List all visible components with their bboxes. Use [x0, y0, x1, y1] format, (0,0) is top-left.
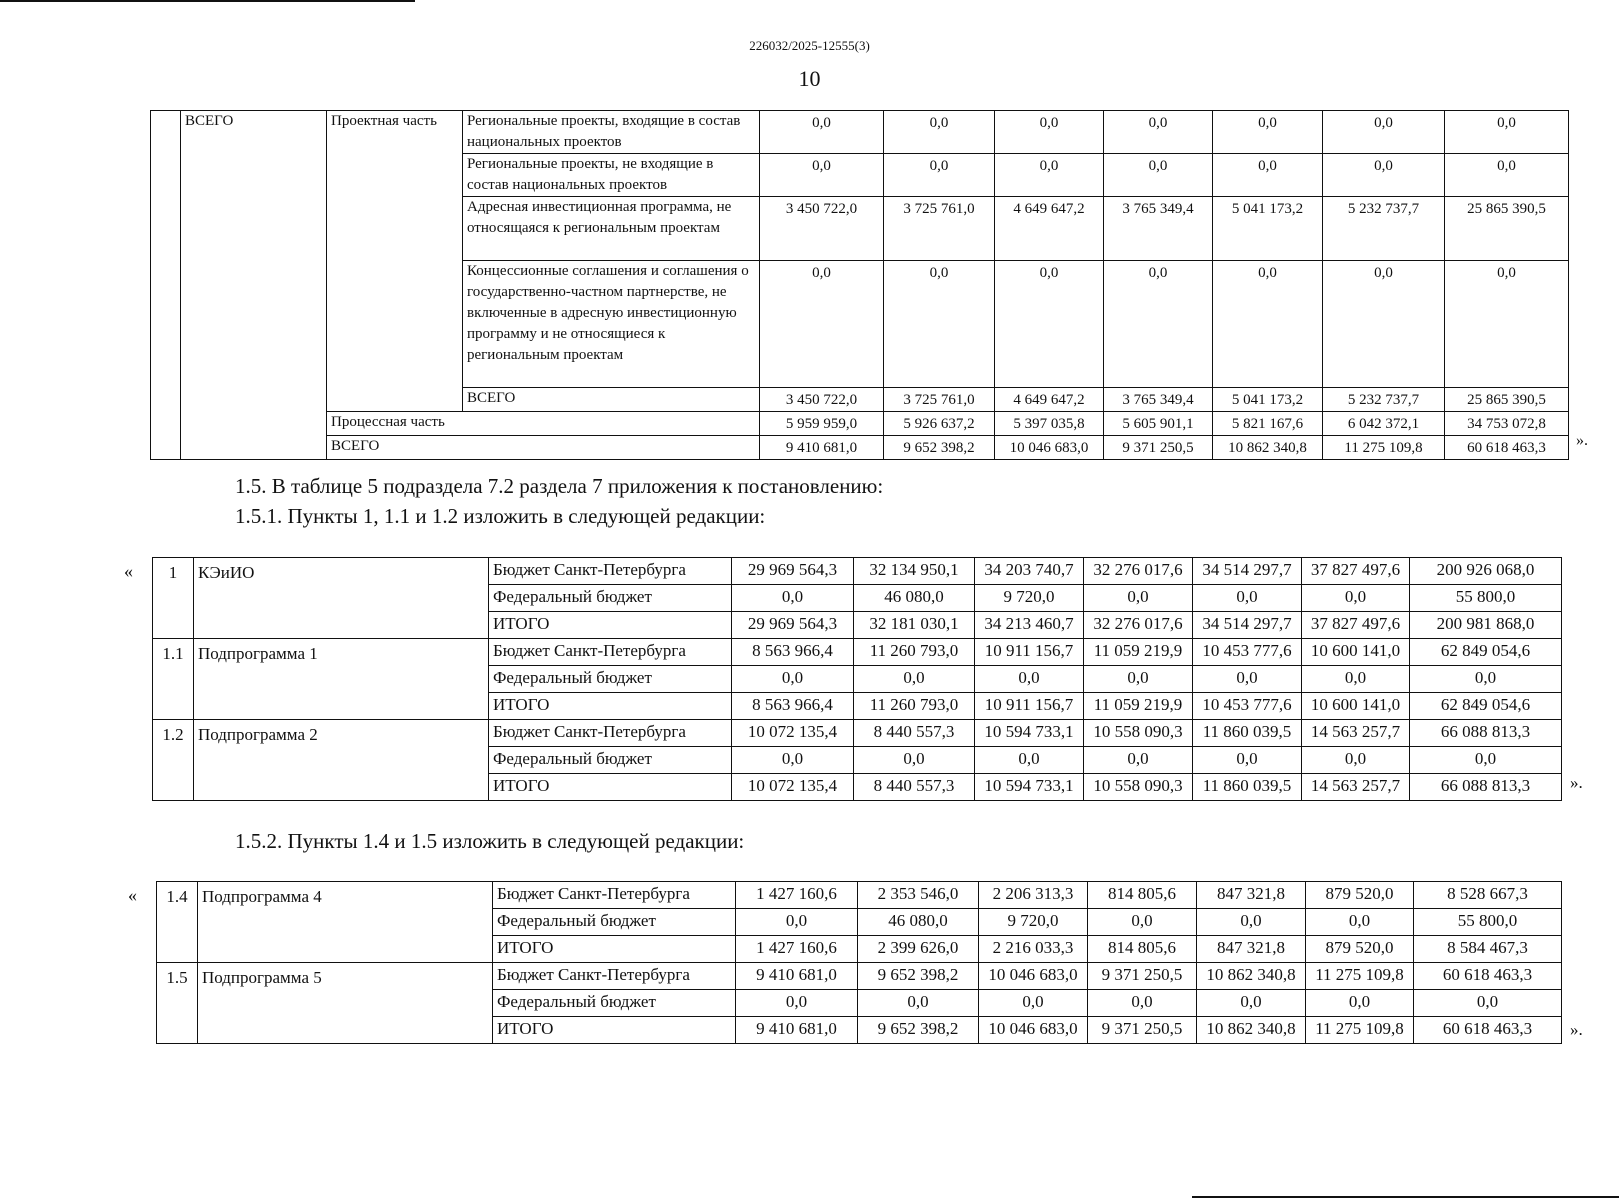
value-cell: 5 926 637,2	[884, 412, 995, 436]
closing-quote: ».	[1570, 1020, 1583, 1039]
opening-quote: «	[124, 561, 133, 581]
value-cell: 0,0	[736, 909, 858, 936]
value-cell: 10 594 733,1	[975, 720, 1084, 747]
value-cell: 847 321,8	[1197, 936, 1306, 963]
value-cell: 847 321,8	[1197, 882, 1306, 909]
value-cell: 10 072 135,4	[732, 774, 854, 801]
table-row	[153, 639, 1562, 666]
value-cell: 62 849 054,6	[1410, 639, 1562, 666]
value-cell: 3 450 722,0	[760, 197, 884, 261]
value-cell: 34 753 072,8	[1445, 412, 1569, 436]
value-cell: 879 520,0	[1306, 936, 1414, 963]
table-row	[157, 882, 1562, 909]
value-cell: 10 862 340,8	[1197, 1017, 1306, 1044]
row-index: 1.5	[157, 963, 198, 1044]
value-cell: 0,0	[1104, 111, 1213, 154]
value-cell: 0,0	[1084, 666, 1193, 693]
value-cell: 9 652 398,2	[884, 436, 995, 460]
value-cell: 5 041 173,2	[1213, 388, 1323, 412]
value-cell: 9 652 398,2	[858, 1017, 979, 1044]
value-cell: 0,0	[1414, 990, 1562, 1017]
row-name: КЭиИО	[194, 558, 489, 639]
source-label: Бюджет Санкт-Петербурга	[489, 720, 732, 747]
value-cell: 0,0	[732, 747, 854, 774]
value-cell: 0,0	[1213, 261, 1323, 388]
value-cell: 46 080,0	[858, 909, 979, 936]
project-part-cell: Проектная часть	[327, 111, 463, 412]
value-cell: 0,0	[975, 747, 1084, 774]
value-cell: 0,0	[858, 990, 979, 1017]
value-cell: 0,0	[1302, 666, 1410, 693]
value-cell: 10 558 090,3	[1084, 720, 1193, 747]
source-label: ИТОГО	[489, 612, 732, 639]
value-cell: 10 046 683,0	[995, 436, 1104, 460]
value-cell: 0,0	[884, 154, 995, 197]
value-cell: 29 969 564,3	[732, 558, 854, 585]
value-cell: 25 865 390,5	[1445, 197, 1569, 261]
value-cell: 0,0	[1302, 747, 1410, 774]
row-label: Концессионные соглашения и соглашения о государственно-частном партнерстве, не включенные в адресную инвестиционную программу и не относящиеся к региональным проектам	[463, 261, 760, 388]
value-cell: 0,0	[732, 666, 854, 693]
value-cell: 3 725 761,0	[884, 388, 995, 412]
value-cell: 0,0	[1084, 585, 1193, 612]
value-cell: 5 232 737,7	[1323, 197, 1445, 261]
table-bottom	[156, 881, 1562, 1044]
value-cell: 66 088 813,3	[1410, 774, 1562, 801]
source-label: Бюджет Санкт-Петербурга	[493, 963, 736, 990]
value-cell: 9 371 250,5	[1088, 963, 1197, 990]
table-top	[150, 110, 1569, 460]
page-number: 10	[798, 66, 821, 91]
value-cell: 0,0	[854, 666, 975, 693]
row-index: 1.4	[157, 882, 198, 963]
value-cell: 9 410 681,0	[736, 1017, 858, 1044]
value-cell: 25 865 390,5	[1445, 388, 1569, 412]
source-label: Бюджет Санкт-Петербурга	[489, 558, 732, 585]
value-cell: 11 275 109,8	[1323, 436, 1445, 460]
document-code: 226032/2025-12555(3)	[749, 38, 870, 53]
value-cell: 10 046 683,0	[979, 963, 1088, 990]
value-cell: 8 440 557,3	[854, 720, 975, 747]
source-label: Федеральный бюджет	[493, 909, 736, 936]
value-cell: 34 514 297,7	[1193, 558, 1302, 585]
value-cell: 4 649 647,2	[995, 388, 1104, 412]
value-cell: 14 563 257,7	[1302, 774, 1410, 801]
value-cell: 8 528 667,3	[1414, 882, 1562, 909]
value-cell: 1 427 160,6	[736, 936, 858, 963]
value-cell: 10 911 156,7	[975, 639, 1084, 666]
value-cell: 0,0	[1445, 154, 1569, 197]
value-cell: 9 720,0	[979, 909, 1088, 936]
value-cell: 3 765 349,4	[1104, 197, 1213, 261]
row-label: Процессная часть	[327, 412, 760, 436]
value-cell: 3 725 761,0	[884, 197, 995, 261]
value-cell: 0,0	[1302, 585, 1410, 612]
value-cell: 879 520,0	[1306, 882, 1414, 909]
value-cell: 8 584 467,3	[1414, 936, 1562, 963]
value-cell: 10 453 777,6	[1193, 693, 1302, 720]
value-cell: 0,0	[732, 585, 854, 612]
source-label: ИТОГО	[493, 1017, 736, 1044]
value-cell: 9 371 250,5	[1088, 1017, 1197, 1044]
source-label: ИТОГО	[489, 693, 732, 720]
value-cell: 0,0	[1193, 666, 1302, 693]
closing-quote: ».	[1570, 773, 1583, 792]
value-cell: 8 563 966,4	[732, 639, 854, 666]
row-index: 1	[153, 558, 194, 639]
value-cell: 814 805,6	[1088, 936, 1197, 963]
value-cell: 0,0	[1197, 909, 1306, 936]
table-row	[157, 963, 1562, 990]
total-label-cell: ВСЕГО	[181, 111, 327, 460]
value-cell: 0,0	[884, 261, 995, 388]
value-cell: 62 849 054,6	[1410, 693, 1562, 720]
source-label: Бюджет Санкт-Петербурга	[489, 639, 732, 666]
value-cell: 55 800,0	[1414, 909, 1562, 936]
source-label: ИТОГО	[489, 774, 732, 801]
value-cell: 10 594 733,1	[975, 774, 1084, 801]
value-cell: 10 862 340,8	[1197, 963, 1306, 990]
value-cell: 11 059 219,9	[1084, 693, 1193, 720]
value-cell: 34 203 740,7	[975, 558, 1084, 585]
value-cell: 9 720,0	[975, 585, 1084, 612]
row-label: ВСЕГО	[463, 388, 760, 412]
value-cell: 0,0	[1193, 747, 1302, 774]
value-cell: 9 410 681,0	[760, 436, 884, 460]
value-cell: 0,0	[1410, 666, 1562, 693]
value-cell: 0,0	[995, 111, 1104, 154]
value-cell: 0,0	[1323, 154, 1445, 197]
value-cell: 0,0	[1445, 261, 1569, 388]
value-cell: 0,0	[1410, 747, 1562, 774]
source-label: ИТОГО	[493, 936, 736, 963]
source-label: Бюджет Санкт-Петербурга	[493, 882, 736, 909]
value-cell: 0,0	[1306, 990, 1414, 1017]
value-cell: 200 926 068,0	[1410, 558, 1562, 585]
value-cell: 5 041 173,2	[1213, 197, 1323, 261]
value-cell: 0,0	[1323, 261, 1445, 388]
value-cell: 37 827 497,6	[1302, 612, 1410, 639]
value-cell: 37 827 497,6	[1302, 558, 1410, 585]
value-cell: 6 042 372,1	[1323, 412, 1445, 436]
table-row	[151, 436, 1569, 460]
value-cell: 0,0	[1088, 909, 1197, 936]
row-name: Подпрограмма 4	[198, 882, 493, 963]
value-cell: 5 232 737,7	[1323, 388, 1445, 412]
row-label: Региональные проекты, входящие в состав национальных проектов	[463, 111, 760, 154]
value-cell: 10 072 135,4	[732, 720, 854, 747]
table-row	[153, 720, 1562, 747]
row-label: ВСЕГО	[327, 436, 760, 460]
source-label: Федеральный бюджет	[489, 747, 732, 774]
value-cell: 5 821 167,6	[1213, 412, 1323, 436]
row-name: Подпрограмма 1	[194, 639, 489, 720]
value-cell: 66 088 813,3	[1410, 720, 1562, 747]
value-cell: 8 563 966,4	[732, 693, 854, 720]
value-cell: 1 427 160,6	[736, 882, 858, 909]
value-cell: 5 397 035,8	[995, 412, 1104, 436]
value-cell: 0,0	[1197, 990, 1306, 1017]
source-label: Федеральный бюджет	[493, 990, 736, 1017]
value-cell: 4 649 647,2	[995, 197, 1104, 261]
scan-edge-bottom	[1192, 1196, 1619, 1198]
value-cell: 60 618 463,3	[1414, 963, 1562, 990]
scan-edge-top	[0, 0, 415, 2]
blank-cell	[151, 111, 181, 460]
value-cell: 11 260 793,0	[854, 693, 975, 720]
value-cell: 0,0	[884, 111, 995, 154]
value-cell: 3 765 349,4	[1104, 388, 1213, 412]
row-index: 1.1	[153, 639, 194, 720]
value-cell: 0,0	[995, 261, 1104, 388]
value-cell: 32 181 030,1	[854, 612, 975, 639]
value-cell: 814 805,6	[1088, 882, 1197, 909]
value-cell: 2 206 313,3	[979, 882, 1088, 909]
value-cell: 11 860 039,5	[1193, 720, 1302, 747]
value-cell: 2 353 546,0	[858, 882, 979, 909]
table-row	[153, 558, 1562, 585]
value-cell: 0,0	[760, 111, 884, 154]
value-cell: 11 275 109,8	[1306, 963, 1414, 990]
value-cell: 8 440 557,3	[854, 774, 975, 801]
value-cell: 32 276 017,6	[1084, 612, 1193, 639]
value-cell: 0,0	[1445, 111, 1569, 154]
value-cell: 46 080,0	[854, 585, 975, 612]
source-label: Федеральный бюджет	[489, 666, 732, 693]
section-subheading: 1.5.1. Пункты 1, 1.1 и 1.2 изложить в следующей редакции:	[235, 504, 766, 528]
value-cell: 5 605 901,1	[1104, 412, 1213, 436]
value-cell: 0,0	[1193, 585, 1302, 612]
value-cell: 3 450 722,0	[760, 388, 884, 412]
value-cell: 60 618 463,3	[1414, 1017, 1562, 1044]
section-heading: 1.5. В таблице 5 подраздела 7.2 раздела 7 приложения к постановлению:	[235, 474, 884, 498]
value-cell: 9 652 398,2	[858, 963, 979, 990]
value-cell: 0,0	[1323, 111, 1445, 154]
value-cell: 10 046 683,0	[979, 1017, 1088, 1044]
value-cell: 0,0	[1084, 747, 1193, 774]
value-cell: 29 969 564,3	[732, 612, 854, 639]
source-label: Федеральный бюджет	[489, 585, 732, 612]
closing-quote: ».	[1576, 432, 1588, 449]
value-cell: 32 134 950,1	[854, 558, 975, 585]
value-cell: 10 558 090,3	[1084, 774, 1193, 801]
row-label: Региональные проекты, не входящие в состав национальных проектов	[463, 154, 760, 197]
value-cell: 0,0	[995, 154, 1104, 197]
value-cell: 11 059 219,9	[1084, 639, 1193, 666]
section-heading: 1.5.2. Пункты 1.4 и 1.5 изложить в следующей редакции:	[235, 829, 745, 853]
value-cell: 0,0	[1104, 261, 1213, 388]
value-cell: 9 410 681,0	[736, 963, 858, 990]
value-cell: 0,0	[1104, 154, 1213, 197]
value-cell: 10 911 156,7	[975, 693, 1084, 720]
value-cell: 10 862 340,8	[1213, 436, 1323, 460]
value-cell: 34 514 297,7	[1193, 612, 1302, 639]
value-cell: 0,0	[736, 990, 858, 1017]
value-cell: 10 600 141,0	[1302, 639, 1410, 666]
value-cell: 0,0	[854, 747, 975, 774]
value-cell: 0,0	[979, 990, 1088, 1017]
value-cell: 11 275 109,8	[1306, 1017, 1414, 1044]
value-cell: 0,0	[1088, 990, 1197, 1017]
row-name: Подпрограмма 5	[198, 963, 493, 1044]
value-cell: 0,0	[975, 666, 1084, 693]
value-cell: 9 371 250,5	[1104, 436, 1213, 460]
value-cell: 60 618 463,3	[1445, 436, 1569, 460]
value-cell: 0,0	[760, 154, 884, 197]
value-cell: 0,0	[1213, 111, 1323, 154]
value-cell: 11 860 039,5	[1193, 774, 1302, 801]
value-cell: 32 276 017,6	[1084, 558, 1193, 585]
value-cell: 2 216 033,3	[979, 936, 1088, 963]
value-cell: 11 260 793,0	[854, 639, 975, 666]
row-index: 1.2	[153, 720, 194, 801]
value-cell: 34 213 460,7	[975, 612, 1084, 639]
table-middle	[152, 557, 1562, 801]
value-cell: 0,0	[760, 261, 884, 388]
value-cell: 200 981 868,0	[1410, 612, 1562, 639]
value-cell: 14 563 257,7	[1302, 720, 1410, 747]
row-name: Подпрограмма 2	[194, 720, 489, 801]
value-cell: 2 399 626,0	[858, 936, 979, 963]
value-cell: 10 453 777,6	[1193, 639, 1302, 666]
opening-quote: «	[128, 885, 137, 905]
row-label: Адресная инвестиционная программа, не относящаяся к региональным проектам	[463, 197, 760, 261]
value-cell: 0,0	[1306, 909, 1414, 936]
value-cell: 10 600 141,0	[1302, 693, 1410, 720]
value-cell: 5 959 959,0	[760, 412, 884, 436]
value-cell: 0,0	[1213, 154, 1323, 197]
table-row	[151, 412, 1569, 436]
value-cell: 55 800,0	[1410, 585, 1562, 612]
table-row	[151, 111, 1569, 154]
